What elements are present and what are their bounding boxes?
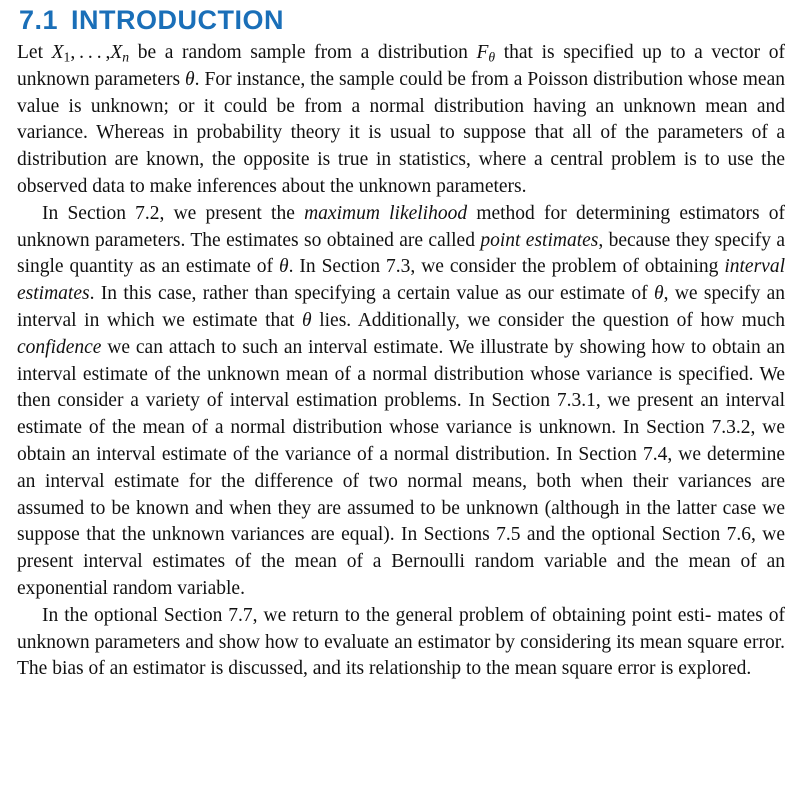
page — [17, 0, 785, 683]
math-theta: θ — [654, 283, 664, 305]
text-run: In the optional Section 7.7, we return to the general problem of obtaining point esti- mates of unknown parameters and show how to evaluate an estimator by considering its mean square error. The bias of an estimator is discussed, and its relationship to the mean square error is explored. — [17, 604, 785, 680]
math-ellipsis: , . . . , — [70, 42, 111, 63]
math-theta: θ — [185, 68, 195, 90]
emphasis: interval estimates — [17, 256, 785, 305]
text-run: , because they specify a single quantity as an estimate of — [17, 229, 785, 278]
math-theta: θ — [302, 309, 312, 331]
text-run: , we specify an interval in which we estimate that — [17, 283, 786, 331]
text-run: method for determining estimators of unknown parameters. The estimates so obtained are called — [17, 202, 785, 251]
math-theta: θ — [279, 256, 289, 278]
text-run: we can attach to such an interval estimate. We illustrate by showing how to obtain an interval estimate of the unknown mean of a normal distribution whose variance is specified. We then consider a variety of interval estimation problems. In Section 7.3.1, we present an interval estimate of the mean of a normal distribution whose variance is unknown. In Section 7.3.2, we obtain an interval estimate of the variance of a normal distribution. In Section 7.4, we determine an interval estimate for the difference of two normal means, both when their variances are assumed to be known and when they are assumed to be unknown (although in the latter case we suppose that the unknown variances are equal). In Sections 7.5 and the optional Section 7.6, we present interval estimates of the mean of a Bernoulli random variable and the mean of an exponential random variable. — [17, 336, 785, 599]
text-run: Let — [17, 42, 52, 63]
text-run: be a random sample from a distribution — [129, 42, 477, 63]
text-run: . In Section 7.3, we consider the problem of obtaining — [288, 256, 725, 278]
emphasis: maximum likelihood — [304, 202, 468, 224]
text-run: that is specified up to a vector of unknown parameters — [17, 42, 785, 90]
math-var: F — [476, 42, 489, 63]
paragraph-2 — [17, 201, 785, 603]
math-subscript: θ — [488, 49, 496, 65]
emphasis: point estimates — [480, 229, 599, 251]
text-run: In Section 7.2, we present the — [42, 202, 305, 224]
math-var: X — [51, 42, 64, 63]
text-run: lies. Additionally, we consider the question of how much — [311, 309, 785, 331]
paragraph-1 — [17, 40, 785, 201]
math-subscript: 1 — [63, 49, 71, 65]
section-heading — [19, 0, 785, 40]
section-number: 7.1 — [19, 5, 59, 35]
math-var: X — [110, 42, 123, 63]
text-run: . For instance, the sample could be from a Poisson distribution whose mean value is unknown; or it could be from a normal distribution having an unknown mean and variance. Whereas in probability theory it is usual to suppose that all of the parameters of a distribution are known, the opposite is true in statistics, where a central problem is to use the observed data to make inferences about the unknown parameters. — [17, 68, 785, 197]
text-run: . In this case, rather than specifying a certain value as our estimate of — [89, 283, 654, 305]
emphasis: confidence — [17, 336, 102, 358]
section-title: INTRODUCTION — [71, 5, 285, 35]
math-subscript: n — [122, 49, 130, 65]
paragraph-3 — [17, 603, 785, 683]
